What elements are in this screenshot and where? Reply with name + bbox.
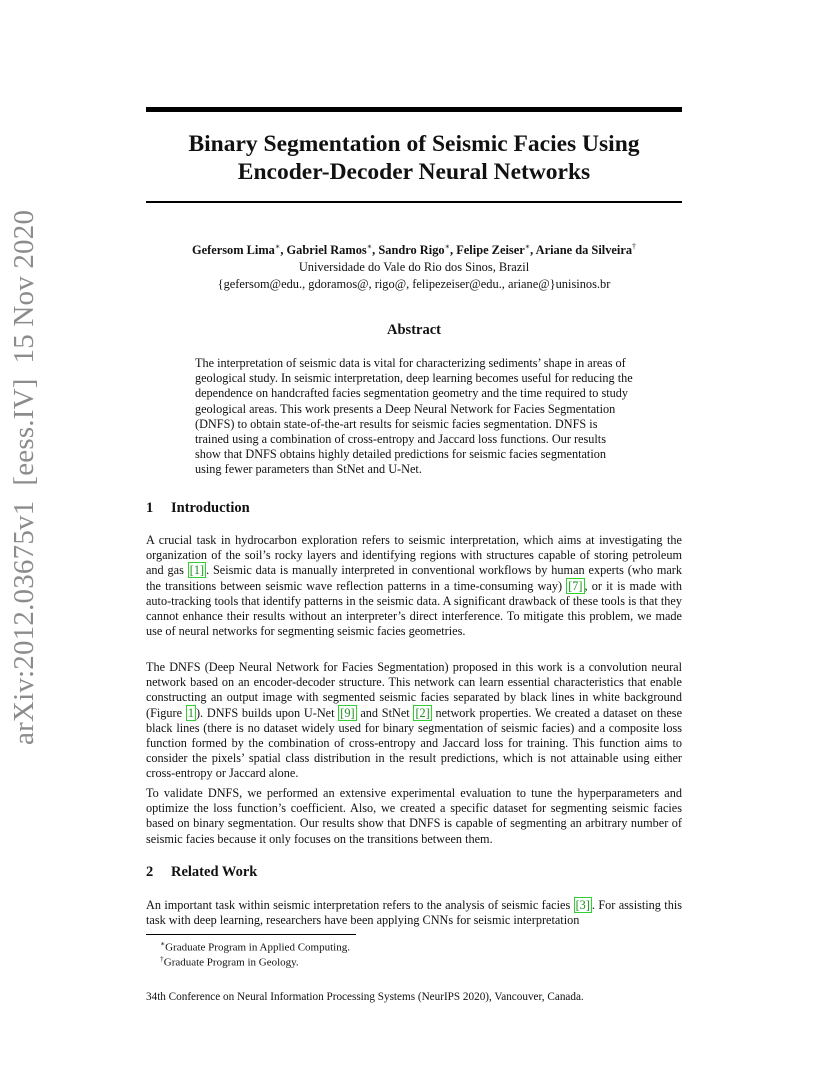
citation-link[interactable]: [7] (568, 578, 583, 593)
abstract-heading: Abstract (387, 322, 441, 338)
citation-link[interactable]: [3] (575, 898, 590, 912)
author-name: Gabriel Ramos (286, 243, 367, 258)
related-work-paragraph-1: An important task within seismic interpretation refers to the analysis of seismic facies [3] . For assisting this task with deep learning, researchers have been applying CNNs for seismic interpretation (146, 898, 682, 928)
footnote-text: Graduate Program in Applied Computing. (165, 941, 350, 954)
paper-title: Binary Segmentation of Seismic Facies Using Encoder-Decoder Neural Networks (188, 131, 640, 185)
author-mark: ∗ (274, 242, 281, 251)
author-emails: {gefersom@edu., gdoramos@, rigo@, felipezeiser@edu., ariane@}unisinos.br (217, 277, 611, 292)
author-mark: ∗ (444, 242, 451, 251)
author-name: Ariane da Silveira (535, 243, 633, 258)
author-mark: ∗ (524, 242, 531, 251)
author-mark: ∗ (366, 242, 373, 251)
citation-link[interactable]: [9] (340, 705, 355, 720)
author-name: Gefersom Lima (191, 243, 275, 258)
author-name: Sandro Rigo (378, 243, 445, 258)
citation-link[interactable]: [1] (189, 563, 205, 578)
footnote-text: Graduate Program in Geology. (163, 956, 299, 969)
section-number: 2 (146, 864, 154, 880)
section-number: 1 (146, 500, 154, 516)
section-heading-related-work (146, 864, 257, 881)
title-bottom-rule (146, 201, 682, 203)
citation-link[interactable]: [2] (415, 705, 430, 720)
author-block (120, 238, 708, 293)
intro-paragraph-2: The DNFS (Deep Neural Network for Facies Segmentation) proposed in this work is a convolution neural network based on an encoder-decoder structure. This network can learn essential characteristics that enable constructing an output image with segmented seismic facies separated by black lines in white background (Figure 1 ). DNFS builds upon U-Net [9] and StNet [2] network properties. We created a dataset on these black lines (there is no dataset widely used for binary segmentation of seismic facies) and a composite loss function formed by the combination of cross-entropy and Jaccard loss for training. This function aims to consider the pixels’ spatial class distribution in the result predictions, which is not attainable using either cross-entropy or Jaccard alone. (146, 660, 683, 781)
intro-paragraph-1: A crucial task in hydrocarbon exploration refers to seismic interpretation, which aims at investigating the organization of the soil’s rocky layers and identifying regions with structures capable of storing petroleum and gas [1] . Seismic data is manually interpreted in conventional workflows by human experts (who mark the transitions between seismic wave reflection patterns in a time-consuming way) [7] , or it is made with auto-tracking tools that identify patterns in the seismic data. A significant drawback of these tools is that they cannot enhance their results without an interpreter’s direct interference. To mitigate this problem, we made use of neural networks for segmenting seismic facies geometries. (146, 533, 682, 639)
citation-link[interactable]: 1 (187, 705, 194, 720)
footnote-mark: ∗ (160, 939, 166, 948)
author-mark: † (632, 242, 637, 251)
conference-note: 34th Conference on Neural Information Processing Systems (NeurIPS 2020), Vancouver, Canada. (146, 991, 584, 1003)
title-top-rule (146, 107, 682, 112)
author-names: Gefersom Lima∗, Gabriel Ramos∗, Sandro Rigo∗, Felipe Zeiser∗, Ariane da Silveira† (191, 242, 637, 258)
abstract-text: The interpretation of seismic data is vital for characterizing sediments’ shape in areas of geological study. In seismic interpretation, deep learning becomes useful for reducing the dependence on handcrafted facies segmentation geometry and the time required to study geological areas. This work presents a Deep Neural Network for Facies Segmentation (DNFS) to obtain state-of-the-art results for seismic facies segmentation. DNFS is trained using a combination of cross-entropy and Jaccard loss functions. Our results show that DNFS obtains highly detailed predictions for seismic facies segmentation using fewer parameters than StNet and U-Net. (195, 356, 633, 477)
author-name: Felipe Zeiser (456, 243, 525, 258)
intro-paragraph-3: To validate DNFS, we performed an extensive experimental evaluation to tune the hyperparameters and optimize the loss function’s coefficient. Also, we created a specific dataset for segmenting seismic facies based on binary segmentation. Our results show that DNFS is capable of segmenting an arbitrary number of seismic facies because it only focuses on the transitions between them. (146, 786, 682, 846)
section-heading-introduction (146, 500, 250, 517)
footnote-rule (146, 934, 356, 935)
arxiv-stamp: arXiv:2012.03675v1 [eess.IV] 15 Nov 2020 (8, 209, 40, 745)
footnote-mark: † (160, 954, 164, 963)
section-title: Introduction (171, 500, 250, 516)
footnote-2 (160, 952, 299, 970)
section-title: Related Work (171, 864, 258, 880)
author-affiliation: Universidade do Vale do Rio dos Sinos, Brazil (298, 260, 530, 275)
